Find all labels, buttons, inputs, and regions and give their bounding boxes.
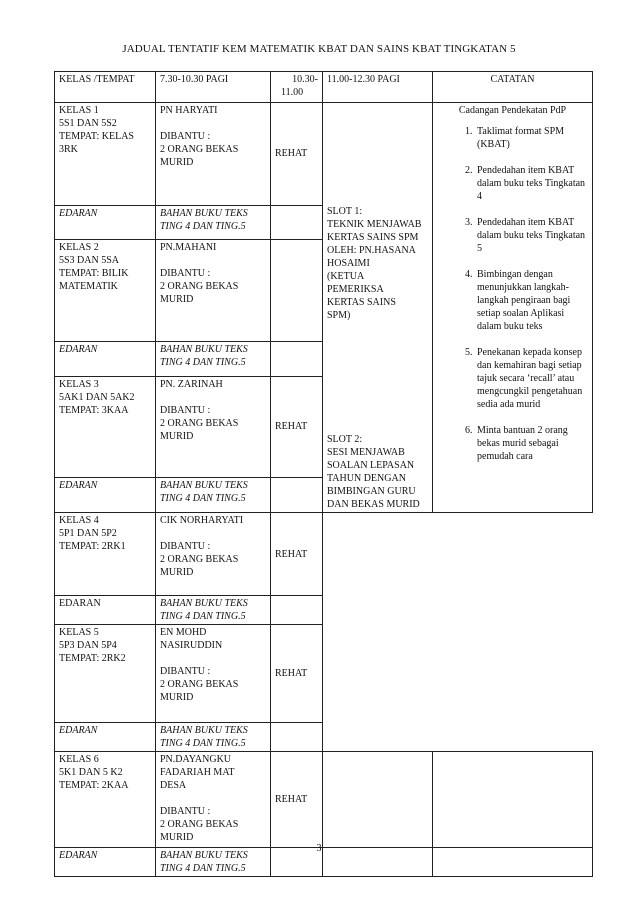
kelas-cell [55, 752, 156, 848]
kelas-cell [55, 376, 156, 477]
class-row [55, 513, 593, 596]
kelas-line: 5S3 DAN 5SA [59, 255, 120, 267]
kelas-cell [55, 103, 156, 206]
edaran-cell: EDARAN [55, 205, 156, 240]
header-time-2-line1: 10.30- [292, 74, 318, 85]
header-time-2 [271, 72, 323, 103]
empty-cell [271, 478, 323, 513]
catatan-item: 5. Penekanan kepada konsep dan kemahiran bagi setiap tajuk secara ‘recall’ atau mengcungkil pengetahuan sedia ada murid [475, 346, 588, 411]
dibantu-label: DIBANTU : [160, 131, 211, 142]
guru-name: PN.MAHANI [160, 242, 217, 254]
bahan-line: TING 4 DAN TING.5 [160, 220, 246, 232]
class-row [55, 752, 593, 848]
slot-2-line: SESI MENJAWAB [327, 447, 405, 458]
bahan-line: TING 4 DAN TING.5 [160, 863, 246, 874]
empty-cell [271, 205, 323, 240]
bekas-line: MURID [160, 692, 194, 703]
guru-name: DESA [160, 780, 187, 791]
slot-1 [327, 205, 428, 322]
guru-name: EN MOHD [160, 627, 207, 638]
rehat-cell [271, 240, 323, 341]
bahan-cell [156, 341, 271, 376]
header-time-1: 7.30-10.30 PAGI [156, 72, 271, 103]
bahan-line: BAHAN BUKU TEKS [160, 725, 248, 736]
edaran-cell: EDARAN [55, 478, 156, 513]
bahan-line: TING 4 DAN TING.5 [160, 493, 246, 504]
bekas-line: 2 ORANG BEKAS [160, 144, 239, 155]
catatan-item: 4. Bimbingan dengan menunjukkan langkah-langkah pengiraan bagi setiap soalan Aplikasi dalam buku teks [475, 268, 588, 333]
catatan-item: 2. Pendedahan item KBAT dalam buku teks Tingkatan 4 [475, 164, 588, 203]
kelas-line: KELAS 5 [59, 627, 99, 638]
bahan-cell [156, 723, 271, 752]
slot-1-line: HOSAIMI [327, 258, 370, 269]
slot-2-line: TAHUN DENGAN [327, 473, 406, 484]
empty-cell [271, 341, 323, 376]
kelas-line: KELAS 3 [59, 378, 99, 390]
slot-1-line: TEKNIK MENJAWAB [327, 219, 422, 230]
kelas-line: 3RK [59, 144, 78, 155]
kelas-line: 5P3 DAN 5P4 [59, 640, 117, 651]
kelas-line: 5AK1 DAN 5AK2 [59, 391, 135, 403]
edaran-row [55, 596, 593, 625]
empty-cell [271, 596, 323, 625]
slot-2-line: SLOT 2: [327, 434, 363, 445]
header-catatan: CATATAN [433, 72, 593, 103]
schedule-table [54, 71, 593, 877]
bekas-line: 2 ORANG BEKAS [160, 819, 239, 830]
kelas-line: KELAS 4 [59, 515, 99, 526]
kelas-line: TEMPAT: 2RK1 [59, 541, 126, 552]
slot-1-line: SPM) [327, 310, 351, 321]
slot-2 [327, 433, 428, 511]
kelas-cell [55, 240, 156, 341]
dibantu-label: DIBANTU : [160, 268, 211, 280]
bekas-line: MURID [160, 567, 194, 578]
class-row [55, 625, 593, 723]
guru-cell [156, 625, 271, 723]
guru-cell [156, 376, 271, 477]
kelas-line: TEMPAT: KELAS [59, 131, 134, 142]
bekas-line: MURID [160, 430, 194, 442]
dibantu-label: DIBANTU : [160, 806, 211, 817]
header-time-2-line2: 11.00 [281, 87, 304, 98]
bekas-line: 2 ORANG BEKAS [160, 554, 239, 565]
catatan-item: 6. Minta bantuan 2 orang bekas murid sebagai pemudah cara [475, 424, 588, 463]
bahan-line: BAHAN BUKU TEKS [160, 598, 248, 609]
guru-cell [156, 240, 271, 341]
guru-cell [156, 752, 271, 848]
slot-1-line: KERTAS SAINS [327, 297, 396, 308]
kelas-line: TEMPAT: 3KAA [59, 404, 129, 416]
bahan-cell [156, 205, 271, 240]
catatan-item: 1. Taklimat format SPM (KBAT) [475, 125, 588, 151]
catatan-item: 3. Pendedahan item KBAT dalam buku teks Tingkatan 5 [475, 216, 588, 255]
guru-cell [156, 103, 271, 206]
rehat-cell: REHAT [271, 752, 323, 848]
bahan-line: TING 4 DAN TING.5 [160, 356, 246, 368]
rehat-cell: REHAT [271, 103, 323, 206]
kelas-line: KELAS 2 [59, 242, 99, 254]
slot-1-line: KERTAS SAINS SPM [327, 232, 419, 243]
kelas-line: TEMPAT: BILIK [59, 268, 129, 280]
kelas-line: MATEMATIK [59, 281, 118, 293]
slot-1-line: SLOT 1: [327, 206, 363, 217]
bekas-line: 2 ORANG BEKAS [160, 281, 239, 293]
bekas-line: 2 ORANG BEKAS [160, 679, 239, 690]
edaran-cell: EDARAN [55, 723, 156, 752]
edaran-row [55, 723, 593, 752]
slot-1-line: OLEH: PN.HASANA [327, 245, 416, 256]
edaran-cell: EDARAN [55, 596, 156, 625]
slot-2-line: BIMBINGAN GURU [327, 486, 416, 497]
kelas-line: 5K1 DAN 5 K2 [59, 767, 123, 778]
rehat-cell: REHAT [271, 625, 323, 723]
empty-cell [323, 752, 433, 848]
slot-cell [323, 103, 433, 513]
bekas-line: 2 ORANG BEKAS [160, 417, 239, 429]
bahan-line: BAHAN BUKU TEKS [160, 343, 248, 355]
catatan-cell [433, 103, 593, 513]
header-time-3: 11.00-12.30 PAGI [323, 72, 433, 103]
slot-1-line: PEMERIKSA [327, 284, 384, 295]
kelas-cell [55, 513, 156, 596]
edaran-cell: EDARAN [55, 848, 156, 877]
bahan-line: BAHAN BUKU TEKS [160, 480, 248, 491]
bahan-cell [156, 478, 271, 513]
bekas-line: MURID [160, 294, 194, 306]
guru-cell [156, 513, 271, 596]
catatan-heading: Cadangan Pendekatan PdP [458, 105, 567, 116]
kelas-line: KELAS 1 [59, 105, 99, 116]
dibantu-label: DIBANTU : [160, 541, 211, 552]
header-kelas: KELAS /TEMPAT [55, 72, 156, 103]
dibantu-label: DIBANTU : [160, 404, 211, 416]
rehat-cell: REHAT [271, 376, 323, 477]
bahan-line: BAHAN BUKU TEKS [160, 850, 248, 861]
kelas-line: TEMPAT: 2KAA [59, 780, 129, 791]
guru-name: NASIRUDDIN [160, 640, 223, 651]
kelas-line: TEMPAT: 2RK2 [59, 653, 126, 664]
header-row [55, 72, 593, 103]
slot-2-line: DAN BEKAS MURID [327, 499, 420, 510]
dibantu-label: DIBANTU : [160, 666, 211, 677]
empty-cell [271, 723, 323, 752]
guru-name: PN HARYATI [160, 105, 218, 116]
kelas-cell [55, 625, 156, 723]
catatan-list [437, 125, 588, 463]
bekas-line: MURID [160, 157, 194, 168]
page-title: JADUAL TENTATIF KEM MATEMATIK KBAT DAN SAINS KBAT TINGKATAN 5 [122, 43, 516, 55]
rehat-cell: REHAT [271, 513, 323, 596]
slot-1-line: (KETUA [327, 271, 365, 282]
kelas-line: KELAS 6 [59, 754, 99, 765]
bahan-line: TING 4 DAN TING.5 [160, 611, 246, 622]
bekas-line: MURID [160, 832, 194, 843]
bahan-line: BAHAN BUKU TEKS [160, 207, 248, 219]
guru-name: CIK NORHARYATI [160, 515, 244, 526]
slot-2-line: SOALAN LEPASAN [327, 460, 415, 471]
kelas-line: 5S1 DAN 5S2 [59, 118, 117, 129]
class-row [55, 103, 593, 206]
bahan-line: TING 4 DAN TING.5 [160, 738, 246, 749]
guru-name: PN.DAYANGKU [160, 754, 232, 765]
guru-name: FADARIAH MAT [160, 767, 235, 778]
guru-name: PN. ZARINAH [160, 378, 223, 390]
edaran-cell: EDARAN [55, 341, 156, 376]
empty-cell [433, 752, 593, 848]
kelas-line: 5P1 DAN 5P2 [59, 528, 117, 539]
bahan-cell [156, 596, 271, 625]
page-number: 3 [316, 843, 322, 854]
